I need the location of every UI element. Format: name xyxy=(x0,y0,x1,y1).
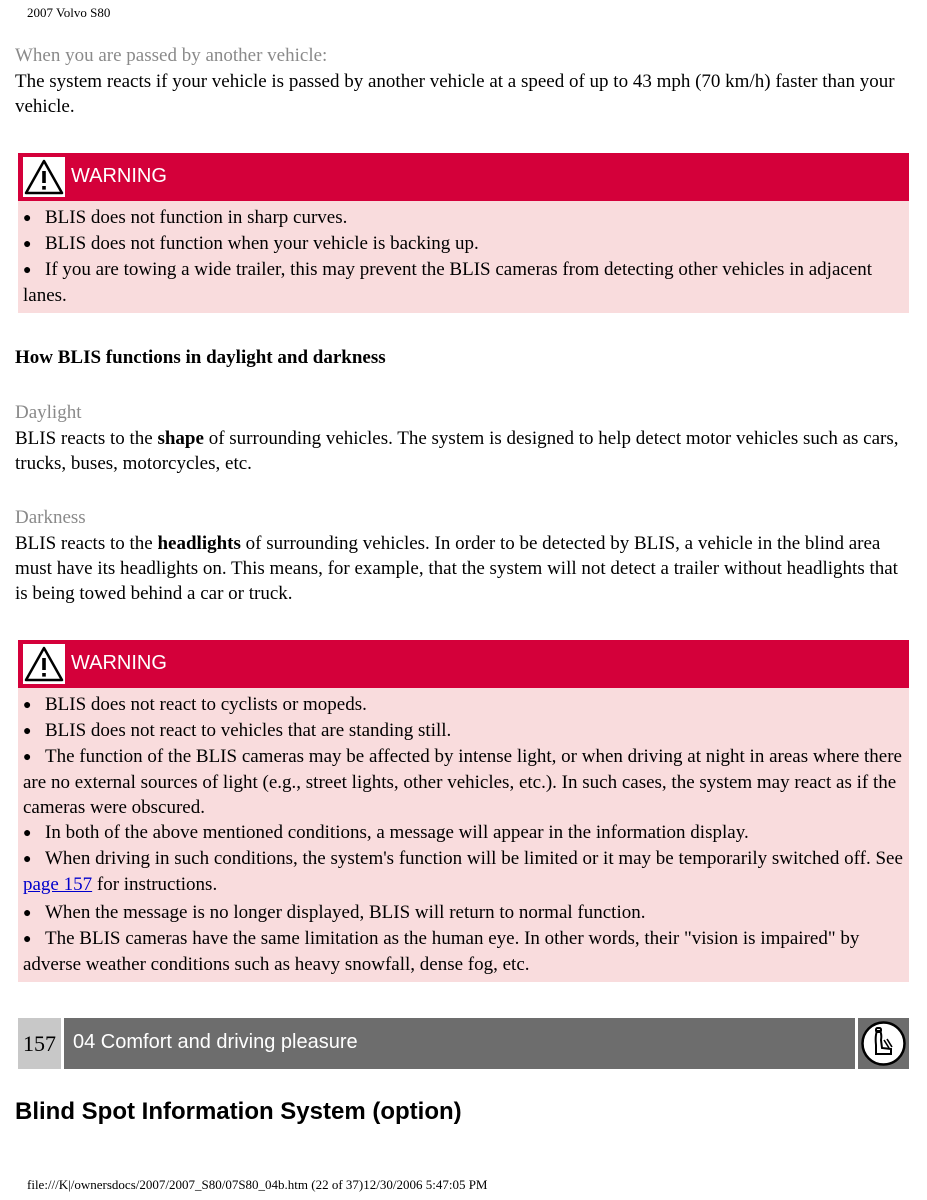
warning-box-2 xyxy=(18,640,909,982)
daylight-subhead: Daylight xyxy=(15,402,82,423)
passed-text: The system reacts if your vehicle is passed by another vehicle at a speed of up to 43 mph (70 km/h) faster than your vehicle. xyxy=(15,71,895,117)
seat-icon xyxy=(858,1018,909,1069)
bullet-icon: ● xyxy=(23,932,32,947)
list-item: ● BLIS does not react to vehicles that are standing still. xyxy=(23,718,904,744)
bullet-icon: ● xyxy=(23,852,32,867)
page-157-link[interactable]: page 157 xyxy=(23,874,93,895)
daylight-text: BLIS reacts to the shape of surrounding vehicles. The system is designed to help detect motor vehicles such as cars, trucks, buses, motorcycles, etc. xyxy=(15,428,899,474)
warning-label: WARNING xyxy=(71,165,167,187)
warning-triangle-icon xyxy=(23,644,65,684)
seat-icon-box xyxy=(858,1018,909,1069)
chapter-title: 04 Comfort and driving pleasure xyxy=(64,1018,855,1069)
warning-header xyxy=(18,153,909,201)
bullet-icon: ● xyxy=(23,724,32,739)
list-item: ● BLIS does not react to cyclists or mopeds. xyxy=(23,692,904,718)
warning-body xyxy=(18,688,909,982)
darkness-text: BLIS reacts to the headlights of surrounding vehicles. In order to be detected by BLIS, a vehicle in the blind area must have its headlights on. This means, for example, that the system will not detect a trailer without headlights that is being towed behind a car or truck. xyxy=(15,533,898,604)
warning-header xyxy=(18,640,909,688)
file-path: file:///K|/ownersdocs/2007/2007_S80/07S80_04b.htm (22 of 37)12/30/2006 5:47:05 PM xyxy=(27,1177,488,1192)
section-heading: How BLIS functions in daylight and darkness xyxy=(15,347,386,368)
list-item: ● When driving in such conditions, the system's function will be limited or it may be temporarily switched off. See page 157 for instructions. xyxy=(23,848,903,895)
bullet-icon: ● xyxy=(23,906,32,921)
warning-box-1 xyxy=(18,153,909,313)
list-item: ● BLIS does not function in sharp curves. xyxy=(23,205,904,231)
list-item: ● In both of the above mentioned conditions, a message will appear in the information display. xyxy=(23,820,904,846)
bullet-icon: ● xyxy=(23,750,32,765)
bullet-icon: ● xyxy=(23,698,32,713)
list-item: ● When the message is no longer displayed, BLIS will return to normal function. xyxy=(23,900,904,926)
list-item: ● The BLIS cameras have the same limitation as the human eye. In other words, their "vision is impaired" by adverse weather conditions such as heavy snowfall, dense fog, etc. xyxy=(23,928,860,975)
warning-body xyxy=(18,201,909,313)
bullet-icon: ● xyxy=(23,263,32,278)
darkness-subhead: Darkness xyxy=(15,507,86,528)
page-number: 157 xyxy=(18,1018,61,1069)
bullet-icon: ● xyxy=(23,211,32,226)
list-item: ● If you are towing a wide trailer, this may prevent the BLIS cameras from detecting other vehicles in adjacent lanes. xyxy=(23,259,873,306)
list-item: ● BLIS does not function when your vehicle is backing up. xyxy=(23,231,904,257)
warning-label: WARNING xyxy=(71,652,167,674)
bullet-icon: ● xyxy=(23,237,32,252)
passed-subhead: When you are passed by another vehicle: xyxy=(15,45,328,66)
page-heading: Blind Spot Information System (option) xyxy=(15,1098,462,1125)
warning-triangle-icon xyxy=(23,157,65,197)
bullet-icon: ● xyxy=(23,826,32,841)
list-item: ● The function of the BLIS cameras may be affected by intense light, or when driving at night in areas where there are no external sources of light (e.g., street lights, other vehicles, etc.). In such cases, the system may react as if the cameras were obscured. xyxy=(23,746,902,818)
document-title: 2007 Volvo S80 xyxy=(27,5,111,20)
chapter-bar xyxy=(18,1018,909,1069)
